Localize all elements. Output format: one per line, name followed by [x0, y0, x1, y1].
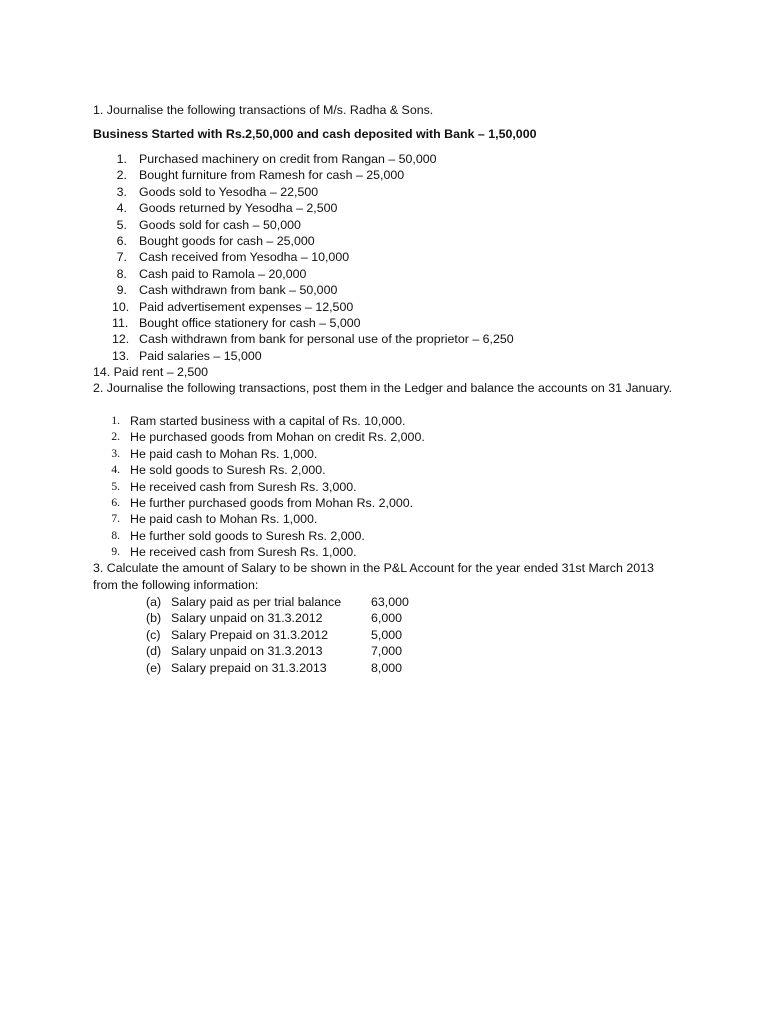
q1-intro: 1. Journalise the following transactions of M/s. Radha & Sons. [93, 103, 434, 117]
q3-intro: 3. Calculate the amount of Salary to be shown in the P&L Account for the year ended 31st March 2013 from the following information: [93, 561, 654, 592]
document-page: 1. Journalise the following transactions of M/s. Radha & Sons. Business Started with Rs.2,50,000 and cash deposited with Bank – 1,50,000 1. Purchased machinery on credit from Rangan – 50,000 2. Bought furniture from Ramesh for cash – 25,000 3. Goods sold to Yesodha – 22,500 4. Goods returned by Yesodha – 2,500 5. Goods sold for cash – 50,000 6. Bought goods for cash – 25,000 7. Cash received from Yesodha – 10,000 8. Cash paid to Ramola – 20,000 9. Cash withdrawn from bank – 50,000 10. Paid advertisement expenses – 12,500 11. Bought office stationery for cash – 5,000 12. Cash withdrawn from bank for personal use of the proprietor – 6,250 13. Paid salaries – 15,000 14. Paid rent – 2,500 2. Journalise the following transactions, post them in the Ledger and balance the accounts on 31 January. 1. Ram started business with a capital of Rs. 10,000. 2. He purchased goods from Mohan on credit Rs. 2,000. 3. He paid cash to Mohan Rs. 1,000. 4. He sold goods to Suresh Rs. 2,000. 5. He received cash from Suresh Rs. 3,000. 6. He further purchased goods from Mohan Rs. 2,000. 7. He paid cash to Mohan Rs. 1,000. 8. He further sold goods to Suresh Rs. 2,000. 9. He received cash from Suresh Rs. 1,000. 3. Calculate the amount of Salary to be shown in the P&L Account for the year ended 31st March 2013 from the following information: (a) Salary paid as per trial balance 63,000 (b) Salary unpaid on 31.3.2012 6,000 (c) Salary Prepaid on 31.3.2012 5,000 (d) Salary unpaid on 31.3.2013 7,000 (e) Salary prepaid on 31.3.2013 8,000 [93, 103, 673, 675]
q1-last-item: 14. Paid rent – 2,500 [93, 365, 209, 379]
q1-heading: Business Started with Rs.2,50,000 and cash deposited with Bank – 1,50,000 [93, 127, 537, 141]
q2-intro: 2. Journalise the following transactions, post them in the Ledger and balance the accounts on 31 January. [93, 381, 673, 395]
